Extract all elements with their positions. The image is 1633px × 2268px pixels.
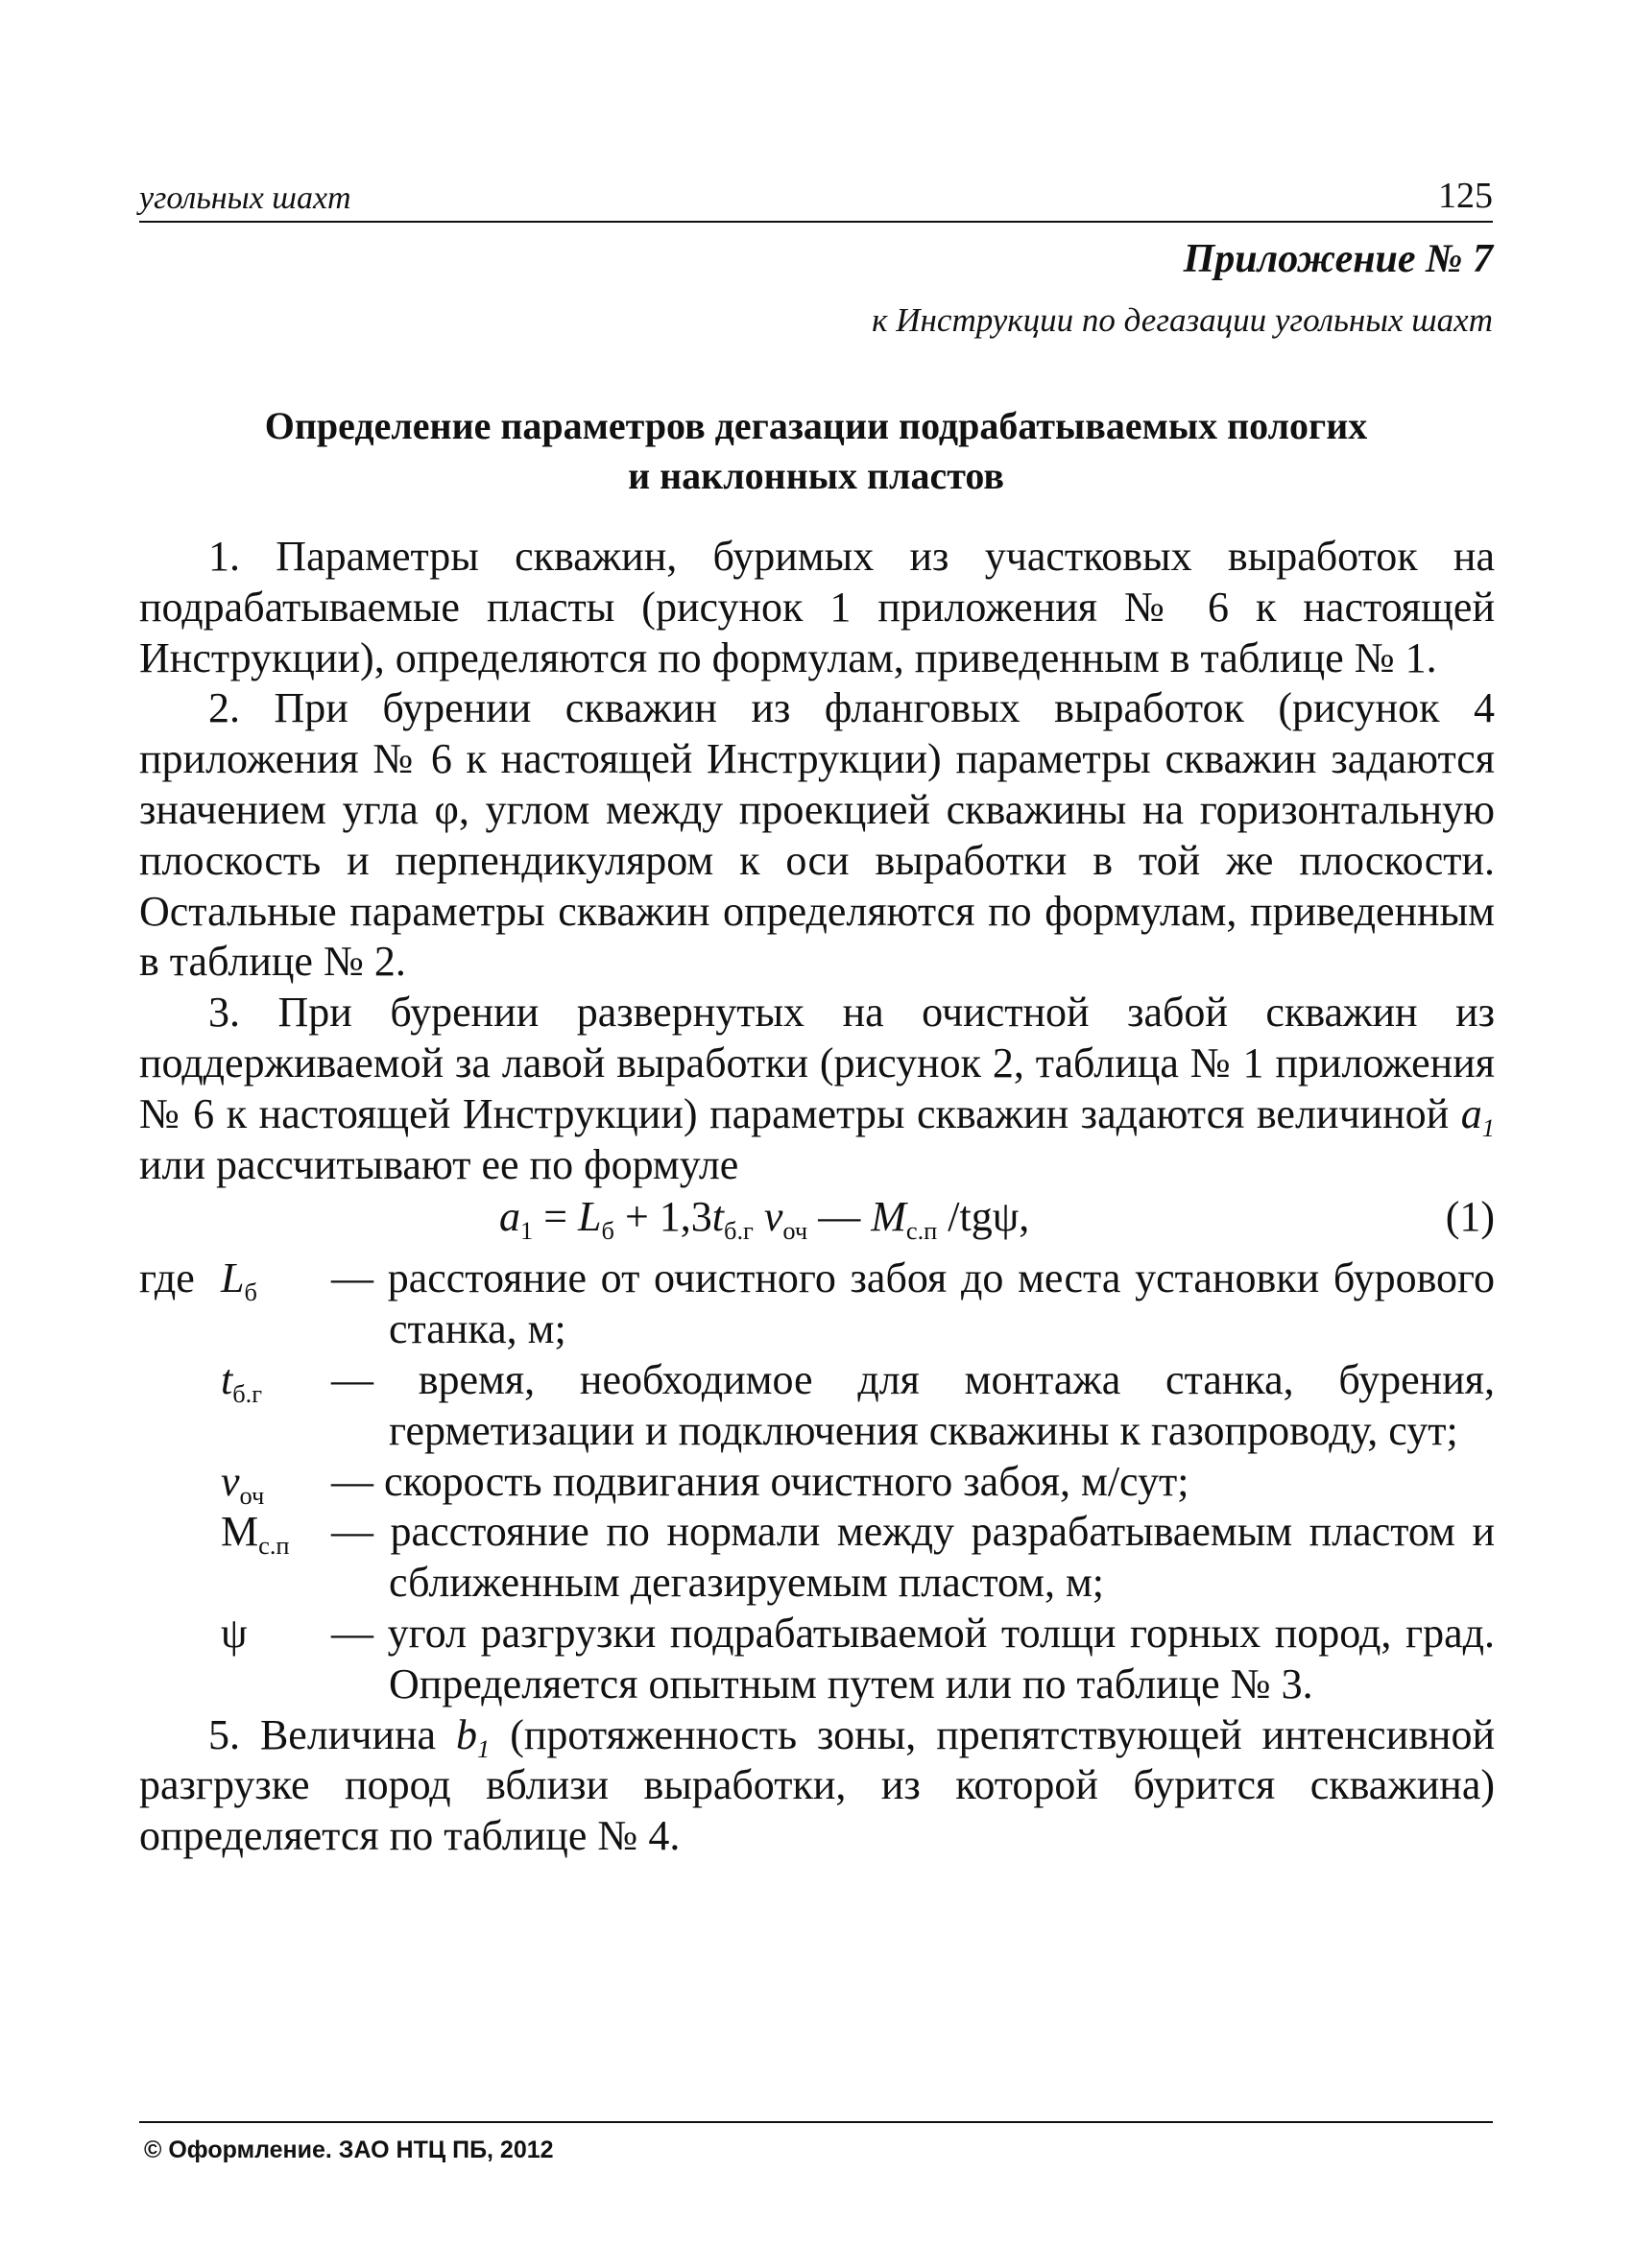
variable-a1-subscript: 1 [1481,1113,1495,1142]
definition-symbol [221,1355,331,1409]
paragraph-2: 2. При бурении скважин из фланговых выработок (рисунок 4 приложения № 6 к настоящей Инструкции) параметры скважин задаются значением угла φ, углом между проекцией скважины на горизонтальную плоскость и перпендикуляром к оси выработки в той же плоскости. Остальные параметры скважин определяются по формулам, приведенным в таблице № 2. [139,684,1495,986]
page-number: 125 [1438,176,1493,216]
formula-1 [499,1192,1030,1246]
section-heading-line-2: и наклонных пластов [628,454,1004,497]
body-text [139,532,1495,1862]
definition-symbol-subscript: б.г [232,1379,263,1409]
paragraph-1: 1. Параметры скважин, буримых из участковых выработок на подрабатываемые пласты (рисунок 1 приложения № 6 к настоящей Инструкции), определяются по формулам, приведенным в таблице № 1. [139,533,1495,681]
definition-item [139,1609,1495,1710]
definition-item [139,1507,1495,1609]
definition-symbol [221,1253,331,1307]
formula-term-m-subscript: с.п [905,1216,938,1246]
definition-symbol-letter: L [221,1254,245,1302]
definition-where-label: где [139,1254,195,1302]
formula-term-v-subscript: оч [782,1216,808,1246]
paragraph-3-text-a: 3. При бурении развернутых на очистной забой скважин из поддерживаемой за лавой выработки (рисунок 2, таблица № 1 приложения № 6 к настоящей Инструкции) параметры скважин задаются величиной [139,989,1495,1137]
footer-copyright: © Оформление. ЗАО НТЦ ПБ, 2012 [144,2137,554,2163]
definition-symbol-subscript: с.п [258,1531,290,1561]
formula-tail: /tgψ, [937,1193,1030,1241]
variable-b1-subscript: 1 [477,1733,491,1763]
appendix-subtitle: к Инструкции по дегазации угольных шахт [872,301,1493,339]
section-heading-line-1: Определение параметров дегазации подрабатываемых пологих [264,404,1368,447]
formula-term-l-subscript: б [601,1216,614,1246]
definition-symbol-letter: t [221,1355,233,1403]
definition-symbol-letter: v [221,1457,240,1505]
formula-term-t: t [711,1193,725,1241]
paragraph-3 [139,988,1495,1190]
formula-term-t-subscript: б.г [724,1216,754,1246]
definition-text: — расстояние по нормали между разрабатываемым пластом и сближенным дегазируемым пластом, м; [331,1508,1495,1607]
paragraph-3-text-b: или рассчитывают ее по формуле [139,1140,739,1188]
running-header [139,171,1493,223]
paragraph-5-text-b: (протяженность зоны, препятствующей интенсивной разгрузке пород вблизи выработки, из которой бурится скважина) определяется по таблице № 4. [139,1710,1495,1860]
formula-plus-coeff: + 1,3 [613,1193,712,1241]
formula-number: (1) [1445,1193,1495,1241]
formula-row [139,1192,1495,1250]
definition-item [139,1253,1495,1355]
section-heading [139,401,1493,501]
definition-symbol-subscript: б [244,1277,257,1307]
formula-lhs: a [499,1193,520,1241]
formula-term-l: L [578,1193,602,1241]
variable-a1 [1460,1089,1495,1142]
definition-symbol-letter: ψ [221,1609,248,1657]
definition-symbol [221,1507,331,1561]
variable-b1-symbol: b [456,1710,478,1758]
definition-symbol-letter: M [221,1508,259,1556]
formula-term-v: v [753,1193,783,1241]
definition-text: — угол разгрузки подрабатываемой толщи горных пород, град. Определяется опытным путем или по таблице № 3. [331,1609,1495,1707]
definition-symbol-subscript: оч [239,1480,265,1510]
variable-a1-symbol: a [1460,1089,1482,1137]
paragraph-5-text-a: 5. Величина [208,1710,457,1758]
definition-item [139,1457,1495,1508]
definition-item [139,1355,1495,1457]
definitions-list [139,1253,1495,1709]
formula-minus: — [807,1193,872,1241]
formula-term-m: M [871,1193,906,1241]
running-header-section: угольных шахт [139,180,351,216]
formula-equals: = [533,1193,579,1241]
paragraph-5 [139,1710,1495,1862]
definition-text: — время, необходимое для монтажа станка, бурения, герметизации и подключения скважины к газопроводу, сут; [331,1355,1495,1454]
definition-text: — скорость подвигания очистного забоя, м/сут; [331,1457,1189,1505]
definition-text: — расстояние от очистного забоя до места установки бурового станка, м; [331,1254,1495,1353]
definition-symbol [221,1609,331,1659]
appendix-title: Приложение № 7 [1183,237,1493,281]
formula-lhs-subscript: 1 [520,1216,534,1246]
variable-b1 [456,1710,491,1763]
footer-divider [139,2121,1493,2123]
definition-symbol [221,1457,331,1508]
